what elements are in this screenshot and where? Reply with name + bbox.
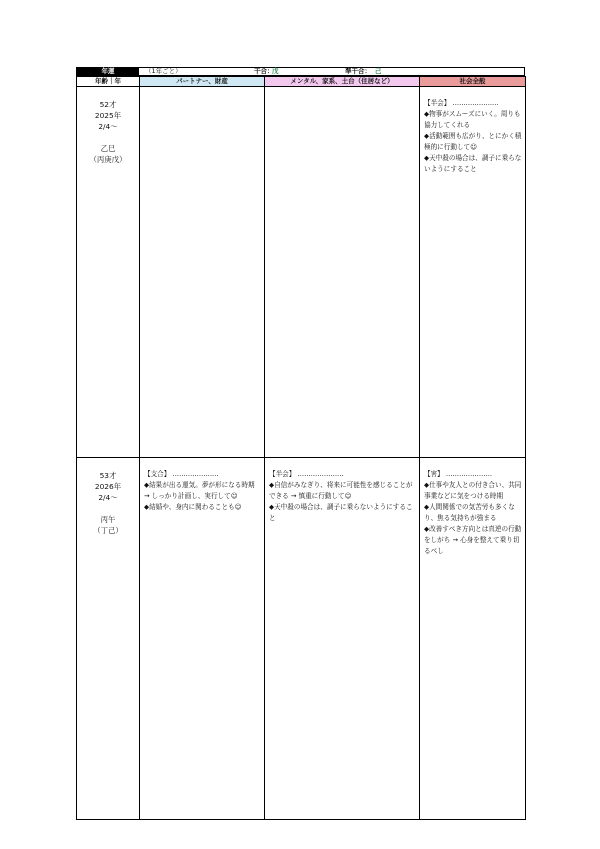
mental-heading: 【半会】 ………………… <box>269 470 344 478</box>
social-heading: 【害】 ………………… <box>424 470 493 478</box>
nenun-label: 年運 <box>77 68 139 75</box>
table-row <box>77 87 526 458</box>
social-heading: 【半会】 ………………… <box>424 99 499 107</box>
start-date: 2/4～ <box>98 493 118 502</box>
header-row <box>76 67 525 76</box>
social-item: ◆仕事や友人との付き合い、共同事業などに気をつける時期 <box>424 481 522 500</box>
fortune-table <box>76 76 526 820</box>
zokan: （丙庚戊） <box>89 155 127 164</box>
mental-cell <box>265 87 420 458</box>
kanshi: 乙巳 <box>100 144 116 153</box>
age-cell <box>77 458 140 820</box>
kanshi: 丙午 <box>100 515 116 524</box>
mental-cell <box>265 458 420 820</box>
age: 52才 <box>99 100 117 109</box>
social-cell <box>420 458 526 820</box>
social-item: ◆活動範囲も広がり、とにかく積極的に行動して☺ <box>424 132 522 151</box>
social-item: ◆天中殺の場合は、調子に乗らないようにすること <box>424 154 522 173</box>
partner-item: ◆結果が出る運気。夢が形になる時期 → しっかり計画し、実行して☺ <box>144 481 255 500</box>
mental-item: ◆自信がみなぎり、将来に可能性を感じることができる → 慎重に行動して☺ <box>269 481 413 500</box>
junkango-label: 準干合： <box>345 67 371 75</box>
table-row <box>77 458 526 820</box>
partner-heading: 【支合】 ………………… <box>144 470 219 478</box>
partner-item: ◆結婚や、身内に関わることも☺ <box>144 503 242 511</box>
partner-cell <box>140 87 265 458</box>
social-cell <box>420 87 526 458</box>
year: 2026年 <box>94 482 122 491</box>
zokan: （丁己） <box>93 526 123 535</box>
col-mental: メンタル、家系、土台（住居など） <box>265 77 420 87</box>
col-partner: パートナー、財産 <box>140 77 265 87</box>
social-item: ◆物事がスムーズにいく。周りも協力してくれる <box>424 110 521 129</box>
kango-label: 干合： <box>254 67 274 75</box>
social-item: ◆人間関係での気苦労も多くなり、焦る気持ちが強まる <box>424 503 515 522</box>
year: 2025年 <box>94 111 122 120</box>
age: 53才 <box>99 471 117 480</box>
mental-item: ◆天中殺の場合は、調子に乗らないようにすること <box>269 503 413 522</box>
kango-value: 戊 <box>272 67 279 75</box>
social-item: ◆改善すべき方向とは真逆の行動をしがち → 心身を整えて乗り切るべし <box>424 525 522 555</box>
junkango-value: 己 <box>375 67 382 75</box>
age-cell <box>77 87 140 458</box>
start-date: 2/4～ <box>98 122 118 131</box>
partner-cell <box>140 458 265 820</box>
column-header-row <box>77 77 526 87</box>
col-social: 社会全般 <box>420 77 526 87</box>
col-age-year: 年齢｜年 <box>77 77 140 87</box>
per-year-note: （1年ごと） <box>145 67 182 75</box>
